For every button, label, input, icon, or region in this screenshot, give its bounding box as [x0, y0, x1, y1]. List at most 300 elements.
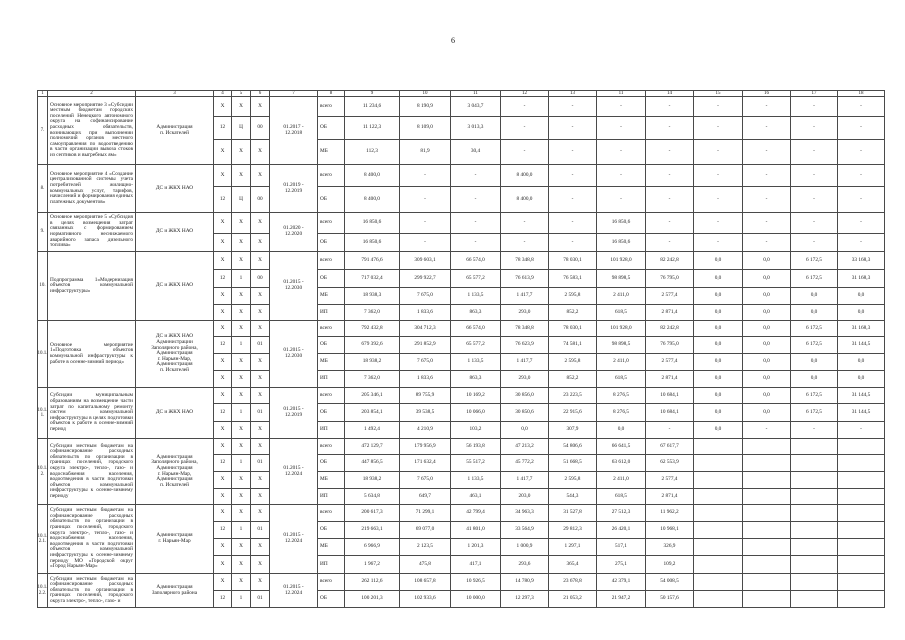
funding-source-cell: [318, 522, 345, 539]
amount-cell: [549, 117, 597, 140]
amount: 54 008,5: [660, 578, 679, 585]
executor-line: Администрация: [156, 361, 193, 368]
amount-cell: [694, 439, 743, 455]
executor-line: г. Нарьян-Мар: [158, 538, 191, 544]
amount: 0,0: [763, 408, 770, 415]
code-cell: [251, 422, 270, 439]
amount: -: [717, 238, 719, 245]
amount-cell: [838, 288, 885, 305]
amount-cell: [451, 371, 501, 388]
amount: 78 348,8: [515, 324, 534, 331]
amount-cell: [400, 556, 451, 574]
amount: 100 201,3: [361, 595, 383, 602]
funding-source-cell: [318, 270, 345, 288]
amount: 23 678,8: [563, 578, 582, 585]
code: 00: [257, 274, 263, 281]
implementation-period: 01.2015 - 12.2019: [283, 406, 304, 418]
amount: 31 168,3: [851, 324, 871, 331]
amount: 33 168,3: [851, 256, 871, 263]
amount: 1 000,9: [516, 543, 533, 550]
amount-cell: [743, 321, 791, 337]
amount: -: [620, 124, 622, 131]
amount: 293,6: [518, 560, 531, 567]
amount: 791 476,6: [361, 256, 383, 263]
amount-cell: [345, 337, 400, 354]
amount: 10 684,1: [660, 408, 679, 415]
funding-source-cell: [318, 556, 345, 574]
amount-cell: [549, 252, 597, 270]
code-cell: [214, 321, 232, 337]
amount-cell: [597, 165, 646, 187]
header-cell: [270, 90, 318, 97]
amount-cell: [646, 404, 694, 422]
executor-line: Администрация: [156, 476, 193, 483]
amount-cell: [743, 140, 791, 165]
code: 01: [257, 526, 263, 533]
code-cell: [214, 556, 232, 574]
amount: 76 583,1: [563, 274, 582, 281]
amount: 82 242,8: [660, 324, 679, 331]
amount-cell: [694, 97, 743, 117]
column-number: 8: [329, 91, 333, 96]
code-cell: [232, 522, 251, 539]
code: X: [220, 476, 225, 483]
code-cell: [232, 140, 251, 165]
amount: 55 517,2: [466, 459, 485, 466]
activity-name: Подпрограмма 1«Модернизация объектов коммунальной инфраструктуры»: [50, 276, 133, 294]
amount: 31 527,8: [563, 509, 582, 516]
code-cell: [251, 140, 270, 165]
amount: 0,0: [763, 341, 770, 348]
amount-cell: [501, 288, 549, 305]
amount-cell: [838, 97, 885, 117]
amount-cell: [549, 455, 597, 472]
code: X: [239, 102, 243, 109]
amount-cell: [597, 321, 646, 337]
amount-cell: [597, 404, 646, 422]
funding-source-cell: [318, 234, 345, 252]
code-cell: [232, 270, 251, 288]
code: 01: [257, 408, 263, 415]
code-cell: [251, 388, 270, 404]
amount: -: [668, 219, 671, 226]
activity-name-cell: [48, 574, 136, 608]
code-cell: [214, 371, 232, 388]
amount: 39 538,5: [415, 408, 435, 415]
code-cell: [251, 288, 270, 305]
executor-line: п. Искателей: [160, 366, 189, 373]
amount-cell: [400, 539, 451, 556]
executor-line: Администрации: [156, 339, 193, 346]
amount-cell: [597, 213, 646, 234]
amount-cell: [694, 489, 743, 505]
amount: -: [474, 171, 477, 178]
code-cell: [232, 213, 251, 234]
code: X: [220, 391, 225, 398]
amount: 7 362,0: [364, 308, 380, 315]
amount-cell: [501, 505, 549, 522]
amount-cell: [345, 213, 400, 234]
code: X: [239, 375, 243, 382]
amount-cell: [549, 404, 597, 422]
amount: -: [860, 148, 862, 155]
amount-cell: [451, 187, 501, 213]
amount-cell: [646, 539, 694, 556]
amount-cell: [743, 97, 791, 117]
amount-cell: [451, 354, 501, 371]
header-cell: [37, 90, 48, 97]
code-cell: [251, 252, 270, 270]
amount: 0,0: [763, 274, 770, 281]
code-cell: [232, 117, 251, 140]
amount: 1 833,6: [417, 308, 433, 315]
amount-cell: [646, 337, 694, 354]
amount: -: [668, 102, 671, 109]
code: X: [220, 238, 225, 245]
amount-cell: [838, 305, 885, 321]
amount-cell: [597, 354, 646, 371]
amount-cell: [400, 187, 451, 213]
code-cell: [214, 439, 232, 455]
code-cell: [214, 354, 232, 371]
amount-cell: [501, 371, 549, 388]
amount: -: [620, 102, 622, 109]
amount: 3 043,7: [467, 102, 484, 109]
code-cell: [251, 522, 270, 539]
amount-cell: [451, 591, 501, 608]
amount: 0,0: [763, 391, 770, 398]
amount-cell: [345, 556, 400, 574]
amount-cell: [501, 404, 549, 422]
amount: 31 144,5: [851, 341, 871, 348]
amount: 618,5: [615, 375, 627, 382]
amount-cell: [597, 270, 646, 288]
code-cell: [214, 213, 232, 234]
amount: 12 297,3: [515, 595, 534, 602]
amount-cell: [743, 439, 791, 455]
header-cell: [136, 90, 214, 97]
executor-line: Администрация: [156, 453, 193, 460]
implementation-period: 01.2015 - 12.2024: [283, 532, 304, 544]
code: X: [239, 358, 243, 365]
amount-cell: [345, 270, 400, 288]
amount: 11 234,6: [362, 102, 382, 109]
amount-cell: [345, 422, 400, 439]
code: X: [220, 509, 225, 516]
amount: 517,1: [615, 543, 627, 550]
code-cell: [232, 556, 251, 574]
amount-cell: [791, 337, 838, 354]
code: 12: [219, 408, 226, 415]
amount: 6 172,5: [806, 324, 822, 331]
amount: 2 411,0: [613, 358, 629, 365]
code: X: [258, 543, 262, 550]
amount-cell: [743, 591, 791, 608]
amount: 717 032,4: [361, 274, 383, 281]
implementation-period: 01.2017 - 12.2018: [283, 123, 304, 136]
activity-name-cell: [48, 321, 136, 388]
amount: -: [571, 219, 574, 226]
amount: 16 850,6: [362, 219, 382, 226]
amount: 102 933,6: [414, 595, 436, 602]
amount: 10 684,1: [660, 391, 679, 398]
amount-cell: [646, 388, 694, 404]
code: X: [239, 219, 243, 226]
amount-cell: [597, 187, 646, 213]
amount: 27 512,3: [611, 509, 631, 516]
amount: -: [571, 124, 574, 131]
amount-cell: [345, 574, 400, 591]
row-number-cell: [37, 439, 48, 505]
period-cell: [270, 505, 318, 574]
code-cell: [232, 388, 251, 404]
amount-cell: [451, 213, 501, 234]
amount: 0,0: [763, 292, 770, 299]
amount-cell: [451, 165, 501, 187]
amount-cell: [791, 505, 838, 522]
amount-cell: [791, 371, 838, 388]
amount-cell: [400, 288, 451, 305]
amount: 0,0: [521, 426, 528, 433]
amount-cell: [451, 472, 501, 489]
header-cell: [501, 90, 549, 97]
row-number: 8.: [40, 185, 45, 191]
amount-cell: [345, 505, 400, 522]
amount: 18 938,3: [362, 292, 382, 299]
amount: 291 852,9: [414, 341, 436, 348]
header-cell: [232, 90, 251, 97]
code: X: [258, 256, 262, 263]
amount-cell: [549, 97, 597, 117]
amount: 679 392,6: [361, 341, 383, 348]
code-cell: [214, 422, 232, 439]
amount-cell: [694, 455, 743, 472]
row-number: 10.1. 2.: [37, 466, 48, 477]
amount-cell: [400, 321, 451, 337]
amount-cell: [501, 213, 549, 234]
amount: 42 379,1: [611, 578, 631, 585]
implementation-period: 01.2015 - 12.2024: [283, 464, 304, 477]
amount: 2 411,0: [613, 292, 629, 299]
code: X: [258, 375, 262, 382]
funding-source: ОБ: [320, 195, 327, 202]
amount-cell: [646, 288, 694, 305]
amount-cell: [400, 455, 451, 472]
amount-cell: [743, 165, 791, 187]
executor-cell: [136, 213, 214, 252]
amount-cell: [646, 422, 694, 439]
row-number-cell: [37, 213, 48, 252]
activity-name-cell: [48, 213, 136, 252]
amount: -: [474, 219, 477, 226]
code: X: [239, 292, 243, 299]
amount-cell: [400, 337, 451, 354]
code: X: [220, 426, 225, 433]
amount-cell: [694, 388, 743, 404]
amount: 1 297,1: [564, 543, 581, 550]
amount-cell: [743, 574, 791, 591]
amount-cell: [400, 165, 451, 187]
amount-cell: [549, 439, 597, 455]
code-cell: [251, 117, 270, 140]
code-cell: [214, 337, 232, 354]
code: X: [239, 171, 243, 178]
amount: 98 898,5: [611, 274, 631, 281]
amount: 475,8: [419, 560, 431, 567]
amount: 8 276,5: [613, 408, 629, 415]
amount: 11 122,3: [362, 124, 382, 131]
executor-cell: [136, 439, 214, 505]
activity-name: Субсидии местным бюджетам на софинансирование расходных обязательств по организации в границах поселений, городского округа электро-, тепло-, газо- и: [50, 575, 133, 604]
code: X: [239, 256, 243, 263]
amount-cell: [646, 252, 694, 270]
code-cell: [232, 187, 251, 213]
amount-cell: [501, 556, 549, 574]
amount: -: [860, 124, 862, 131]
amount: 8 109,0: [417, 124, 433, 131]
amount: 2 871,4: [661, 308, 678, 315]
amount: -: [813, 124, 815, 131]
amount-cell: [345, 371, 400, 388]
implementation-period: 01.2020 - 12.2020: [283, 225, 304, 237]
row-number: 10.1. 2.1.: [37, 533, 48, 544]
amount-cell: [345, 455, 400, 472]
amount-cell: [838, 489, 885, 505]
amount: 0,0: [857, 292, 865, 299]
amount: 1 201,3: [467, 543, 484, 550]
amount-cell: [345, 388, 400, 404]
amount: 0,0: [714, 274, 722, 281]
amount: 7 675,0: [417, 292, 433, 299]
funding-source-cell: [318, 422, 345, 439]
code-cell: [232, 234, 251, 252]
funding-source: ИП: [320, 560, 328, 567]
column-number: 6: [258, 91, 262, 96]
code-cell: [232, 288, 251, 305]
implementation-period: 01.2015 - 12.2030: [283, 347, 304, 359]
amount-cell: [694, 574, 743, 591]
amount: -: [620, 148, 622, 155]
executor-line: Заполярного района: [151, 589, 198, 596]
amount: 0,0: [810, 292, 818, 299]
period-cell: [270, 97, 318, 165]
amount: 618,5: [615, 308, 627, 315]
code: 1: [239, 595, 243, 602]
amount-cell: [597, 455, 646, 472]
code: X: [258, 560, 262, 567]
amount: 8 400,0: [364, 195, 380, 202]
code: X: [239, 492, 243, 499]
amount: 1 417,7: [516, 292, 533, 299]
amount-cell: [549, 187, 597, 213]
amount-cell: [501, 165, 549, 187]
amount: -: [571, 148, 574, 155]
code-cell: [251, 305, 270, 321]
amount: 67 617,7: [660, 442, 679, 449]
amount-cell: [345, 97, 400, 117]
amount: 22 915,6: [563, 408, 582, 415]
amount-cell: [345, 354, 400, 371]
amount-cell: [646, 305, 694, 321]
amount: -: [474, 195, 477, 202]
amount: -: [717, 195, 719, 202]
funding-source: ОБ: [320, 408, 327, 415]
amount: 0,0: [714, 308, 722, 315]
code: X: [258, 442, 262, 449]
code-cell: [214, 234, 232, 252]
amount-cell: [838, 117, 885, 140]
amount-cell: [646, 354, 694, 371]
amount-cell: [694, 305, 743, 321]
amount: 293,0: [518, 375, 531, 382]
amount-cell: [646, 505, 694, 522]
amount-cell: [694, 371, 743, 388]
amount: 81,9: [420, 148, 430, 155]
amount-cell: [694, 252, 743, 270]
amount: 0,0: [857, 358, 865, 365]
amount-cell: [838, 439, 885, 455]
code-cell: [232, 321, 251, 337]
funding-source-cell: [318, 489, 345, 505]
amount: -: [765, 171, 768, 178]
funding-source-cell: [318, 505, 345, 522]
code: X: [258, 426, 262, 433]
funding-source-cell: [318, 288, 345, 305]
column-number: 15: [715, 91, 721, 96]
amount: -: [860, 219, 862, 226]
amount-cell: [549, 388, 597, 404]
amount: 31 144,5: [851, 408, 871, 415]
code: X: [258, 509, 262, 516]
amount-cell: [501, 270, 549, 288]
amount-cell: [838, 187, 885, 213]
amount: 205 346,1: [361, 391, 383, 398]
amount-cell: [743, 404, 791, 422]
amount: 0,0: [714, 256, 722, 263]
amount-cell: [501, 234, 549, 252]
amount: 1 133,5: [467, 476, 484, 483]
amount: 108 657,8: [414, 578, 436, 585]
amount: 1 492,4: [364, 426, 380, 433]
amount: 852,2: [566, 308, 579, 315]
amount: 1 133,5: [467, 292, 484, 299]
code-cell: [232, 539, 251, 556]
amount-cell: [597, 539, 646, 556]
amount: -: [813, 148, 815, 155]
funding-source: ОБ: [320, 274, 327, 281]
amount: 69 077,0: [415, 526, 435, 533]
period-cell: [270, 252, 318, 321]
amount: 1 417,7: [516, 476, 533, 483]
executor-cell: [136, 505, 214, 574]
funding-source: всего: [320, 324, 332, 331]
amount: -: [765, 124, 768, 131]
code-cell: [232, 404, 251, 422]
amount-cell: [345, 472, 400, 489]
code: X: [220, 256, 225, 263]
amount: -: [765, 238, 768, 245]
amount: 262 112,6: [361, 578, 383, 585]
executor-line: Администрация: [156, 583, 193, 590]
amount: 2 411,0: [613, 476, 629, 483]
amount-cell: [597, 489, 646, 505]
amount: -: [717, 102, 719, 109]
executor-line: ДС и ЖКХ НАО: [155, 333, 194, 340]
amount: 0,0: [857, 375, 865, 382]
column-number: 16: [764, 91, 769, 96]
amount: 463,1: [469, 492, 482, 499]
amount-cell: [743, 337, 791, 354]
